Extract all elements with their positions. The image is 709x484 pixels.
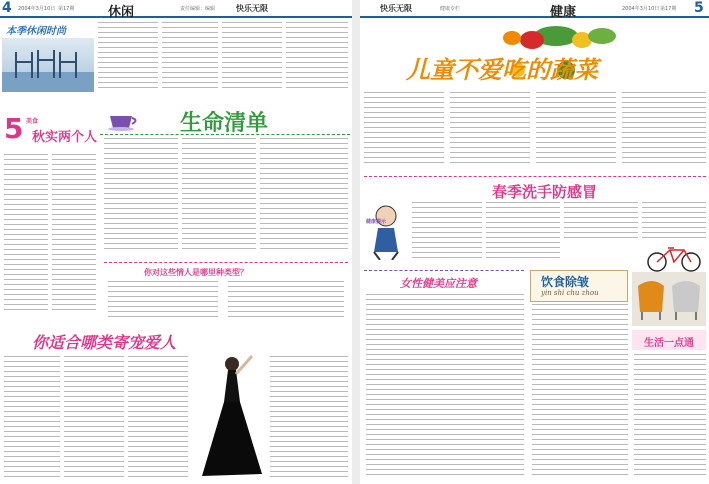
left-section-title: 休闲 xyxy=(108,5,135,20)
right-header-date: 2004年3月10日 xyxy=(622,6,660,12)
quiz-text-col1 xyxy=(108,281,218,321)
article2-title-box xyxy=(364,270,524,291)
left-header xyxy=(0,0,352,18)
bicycle-illustration xyxy=(646,244,702,272)
right-header-issue: 第17期 xyxy=(660,6,677,12)
page-gutter xyxy=(352,0,360,484)
article1-text-col2 xyxy=(162,22,218,92)
article3-text xyxy=(532,304,628,480)
article4-text-col4 xyxy=(270,356,348,480)
article1-text-col1 xyxy=(98,22,158,92)
article1-title: 春季洗手防感冒 xyxy=(492,183,598,201)
veg-text-col2 xyxy=(450,92,530,170)
article1-title-box xyxy=(2,20,94,36)
article1-text-col1 xyxy=(412,202,482,264)
chairs-photo xyxy=(2,38,94,92)
article2-text xyxy=(366,294,524,480)
right-section-title: 健康 xyxy=(550,5,577,20)
article4-title-box xyxy=(632,330,706,350)
article4-text-col1 xyxy=(4,356,60,480)
article2-title: 秋实两个人 xyxy=(32,130,98,145)
article3-title-box xyxy=(530,270,628,302)
armchairs-photo xyxy=(632,272,706,326)
veg-text-col4 xyxy=(622,92,706,170)
article3-text-col2 xyxy=(182,138,256,256)
left-header-issue: 第17期 xyxy=(58,6,75,12)
article4-title: 生活一点通 xyxy=(644,338,694,349)
teacup-icon xyxy=(106,108,142,132)
article3-title: 饮食除皱 xyxy=(541,275,590,289)
quiz-text-col2 xyxy=(228,281,344,321)
article1-badge: 健康提示 xyxy=(366,219,387,225)
quiz-title: 你对这些情人是哪里种类型？ xyxy=(144,268,248,277)
article3-text-col3 xyxy=(260,138,348,256)
article2-number: 5 xyxy=(4,112,24,145)
left-header-date: 2004年3月10日 xyxy=(18,6,56,12)
article2-small-label: 美食 xyxy=(26,118,39,125)
article1-title-box xyxy=(364,176,706,201)
right-header xyxy=(360,0,709,18)
left-header-editor: 责任编辑：编辑 xyxy=(180,6,216,12)
article1-text-col3 xyxy=(564,202,638,242)
article4-title-box xyxy=(2,328,350,350)
article3-title: 生命清单 xyxy=(180,111,269,136)
right-page xyxy=(360,0,709,484)
article4-text-col3 xyxy=(128,356,188,480)
article3-text-col1 xyxy=(104,138,178,256)
veg-text-col3 xyxy=(536,92,616,170)
left-publication-name: 快乐无限 xyxy=(236,4,268,13)
article1-text-col2 xyxy=(486,202,560,264)
right-header-column: 健康专栏 xyxy=(440,6,461,12)
article2-text-col2 xyxy=(52,154,96,314)
left-page xyxy=(0,0,352,484)
article1-text-col4 xyxy=(642,202,706,242)
right-publication-name: 快乐无限 xyxy=(380,4,412,13)
cartoon-character xyxy=(364,200,410,260)
article2-title-box xyxy=(2,112,98,148)
quiz-box xyxy=(104,262,348,323)
article4-text xyxy=(634,354,706,480)
right-page-number: 5 xyxy=(694,0,704,16)
vegetable-banner xyxy=(406,22,666,88)
article1-text-col4 xyxy=(286,22,348,92)
banner-title: 儿童不爱吃的蔬菜 xyxy=(406,56,598,84)
article4-text-col2 xyxy=(64,356,124,480)
veg-text-col1 xyxy=(364,92,444,170)
left-page-number: 4 xyxy=(2,0,12,16)
article2-text-col1 xyxy=(4,154,48,314)
article2-title: 女性健美应注意 xyxy=(400,277,477,290)
article1-title: 本季休闲时尚 xyxy=(6,26,66,37)
article4-title: 你适合哪类寄宠爱人 xyxy=(32,333,177,352)
article1-text-col3 xyxy=(222,22,282,92)
article3-title-box xyxy=(100,104,350,135)
woman-in-dress-photo xyxy=(196,350,266,480)
article3-pinyin: yin shi chu zhou xyxy=(541,289,599,297)
